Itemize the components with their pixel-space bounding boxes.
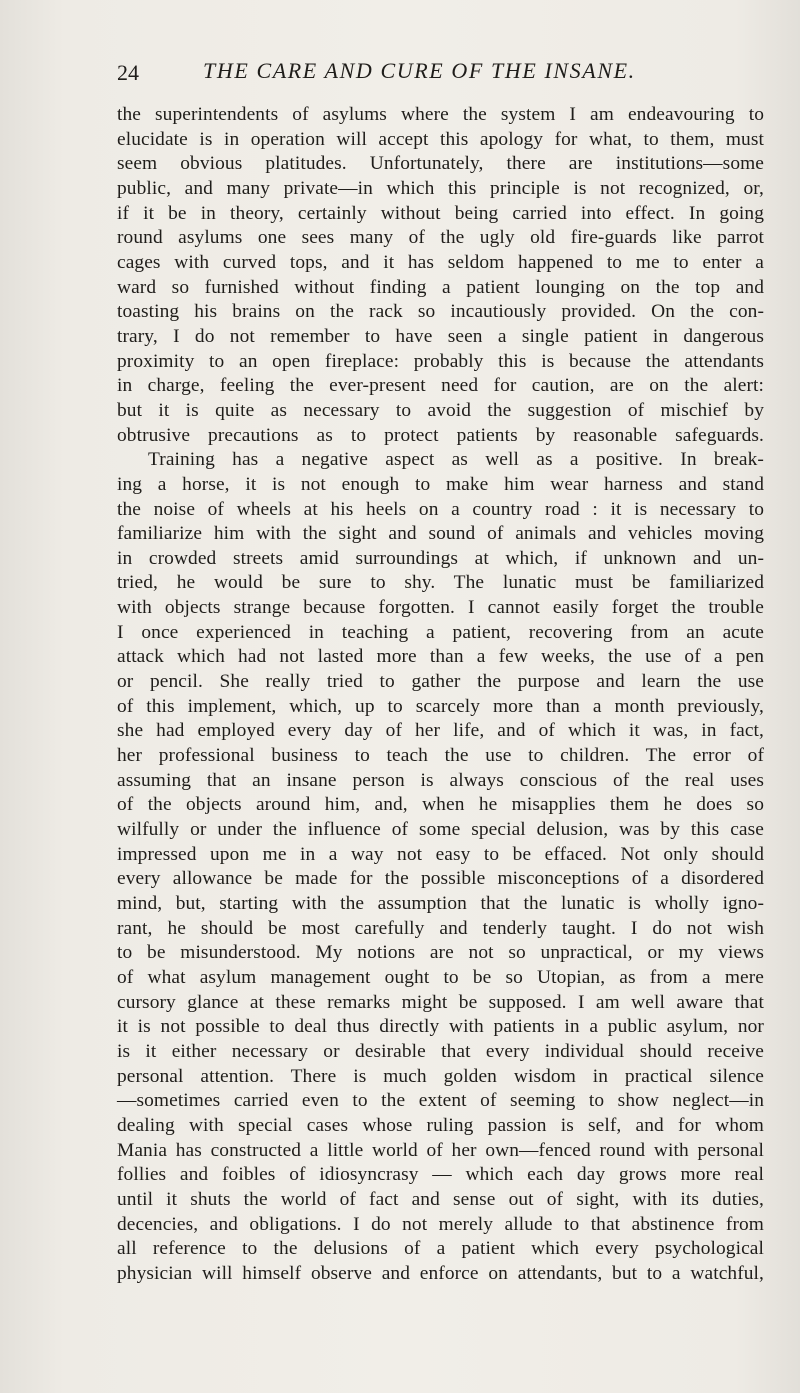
- page-header: [117, 58, 697, 92]
- text-line: with objects strange because forgotten. I cannot easily forget the trouble: [117, 597, 764, 619]
- text-line: but it is quite as necessary to avoid the suggestion of mischief by: [117, 399, 764, 421]
- text-line: public, and many private—in which this principle is not recognized, or,: [117, 177, 764, 199]
- text-line: ward so furnished without finding a patient lounging on the top and: [117, 276, 764, 298]
- text-line: cursory glance at these remarks might be supposed. I am well aware that: [117, 991, 764, 1013]
- text-line: personal attention. There is much golden wisdom in practical silence: [117, 1065, 764, 1087]
- text-line: impressed upon me in a way not easy to be effaced. Not only should: [117, 843, 764, 865]
- text-line: of this implement, which, up to scarcely more than a month previously,: [117, 695, 764, 717]
- text-line: is it either necessary or desirable that every individual should receive: [117, 1040, 764, 1062]
- text-line: every allowance be made for the possible misconceptions of a disordered: [117, 868, 764, 890]
- text-line: proximity to an open fireplace: probably this is because the attendants: [117, 350, 764, 372]
- page-number: 24: [117, 60, 139, 85]
- text-line: physician will himself observe and enforce on attendants, but to a watchful,: [117, 1262, 764, 1284]
- text-line: toasting his brains on the rack so incautiously provided. On the con-: [117, 301, 764, 323]
- text-line: if it be in theory, certainly without being carried into effect. In going: [117, 202, 764, 224]
- text-line: the noise of wheels at his heels on a country road : it is necessary to: [117, 498, 764, 520]
- text-line: seem obvious platitudes. Unfortunately, there are institutions—some: [117, 153, 764, 175]
- text-line: all reference to the delusions of a patient which every psychological: [117, 1238, 764, 1260]
- text-line: follies and foibles of idiosyncrasy — which each day grows more real: [117, 1164, 764, 1186]
- text-line: tried, he would be sure to shy. The lunatic must be familiarized: [117, 572, 764, 594]
- text-line: rant, he should be most carefully and tenderly taught. I do not wish: [117, 917, 764, 939]
- text-line: Training has a negative aspect as well as a positive. In break-: [148, 449, 764, 471]
- text-line: of what asylum management ought to be so Utopian, as from a mere: [117, 966, 764, 988]
- text-line: cages with curved tops, and it has seldom happened to me to enter a: [117, 251, 764, 273]
- body-text: [117, 103, 764, 1287]
- text-line: until it shuts the world of fact and sense out of sight, with its duties,: [117, 1188, 764, 1210]
- text-line: to be misunderstood. My notions are not so unpractical, or my views: [117, 942, 764, 964]
- text-line: in crowded streets amid surroundings at which, if unknown and un-: [117, 547, 764, 569]
- text-line: her professional business to teach the use to children. The error of: [117, 745, 764, 767]
- text-line: or pencil. She really tried to gather the purpose and learn the use: [117, 671, 764, 693]
- text-line: —sometimes carried even to the extent of seeming to show neglect—in: [117, 1090, 764, 1112]
- text-line: obtrusive precautions as to protect patients by reasonable safeguards.: [117, 424, 764, 446]
- text-line: the superintendents of asylums where the system I am endeavouring to: [117, 104, 764, 125]
- text-line: of the objects around him, and, when he misapplies them he does so: [117, 794, 764, 816]
- running-title: THE CARE AND CURE OF THE INSANE.: [203, 58, 636, 83]
- text-line: attack which had not lasted more than a few weeks, the use of a pen: [117, 646, 764, 668]
- text-line: round asylums one sees many of the ugly old fire-guards like parrot: [117, 227, 764, 249]
- text-line: I once experienced in teaching a patient, recovering from an acute: [117, 621, 764, 643]
- text-line: decencies, and obligations. I do not merely allude to that abstinence from: [117, 1213, 764, 1235]
- text-line: dealing with special cases whose ruling passion is self, and for whom: [117, 1114, 764, 1136]
- text-line: elucidate is in operation will accept this apology for what, to them, must: [117, 128, 764, 150]
- text-line: it is not possible to deal thus directly with patients in a public asylum, nor: [117, 1016, 764, 1038]
- text-line: assuming that an insane person is always conscious of the real uses: [117, 769, 764, 791]
- text-line: wilfully or under the influence of some special delusion, was by this case: [117, 819, 764, 841]
- text-line: familiarize him with the sight and sound of animals and vehicles moving: [117, 523, 764, 545]
- text-line: ing a horse, it is not enough to make him wear harness and stand: [117, 473, 764, 495]
- text-line: in charge, feeling the ever-present need for caution, are on the alert:: [117, 375, 764, 397]
- text-line: Mania has constructed a little world of her own—fenced round with personal: [117, 1139, 764, 1161]
- text-line: trary, I do not remember to have seen a single patient in dangerous: [117, 325, 764, 347]
- text-line: she had employed every day of her life, and of which it was, in fact,: [117, 720, 764, 742]
- text-line: mind, but, starting with the assumption that the lunatic is wholly igno-: [117, 893, 764, 914]
